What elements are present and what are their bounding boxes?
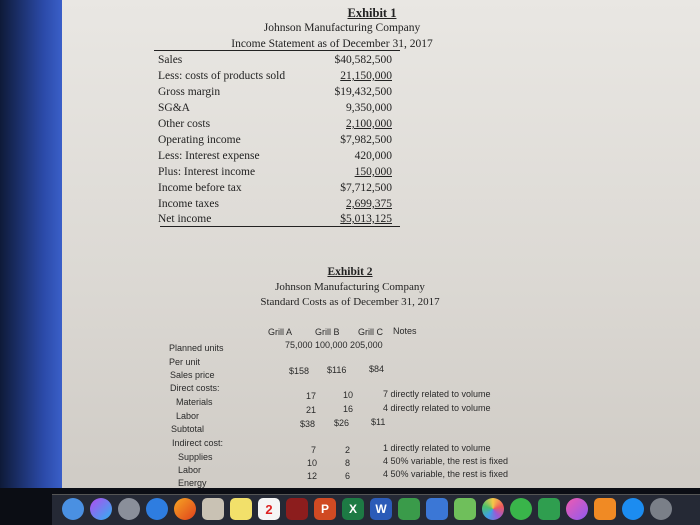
word-icon[interactable]: W: [370, 498, 392, 520]
subtotal-c: $11: [371, 417, 386, 427]
is-row-gross-margin: [158, 86, 398, 101]
is-value: $7,712,500: [340, 182, 392, 194]
row-label-labor: Labor: [176, 411, 200, 421]
is-row-sales: [158, 54, 398, 69]
labor-a: 21: [306, 405, 317, 415]
supplies-a: 7: [311, 445, 317, 455]
is-value: 9,350,000: [346, 102, 392, 114]
is-label: Other costs: [158, 118, 211, 130]
row-label-labor-indirect: Labor: [178, 465, 202, 475]
is-value: 420,000: [354, 150, 392, 162]
row-label-subtotal: Subtotal: [171, 424, 205, 434]
is-label: SG&A: [158, 102, 190, 114]
is-value: 2,699,375: [346, 198, 392, 210]
is-row-operating-income: [158, 134, 398, 149]
is-value: $5,013,125: [340, 213, 392, 225]
row-label-supplies: Supplies: [178, 452, 213, 462]
subtotal-b: $26: [334, 418, 350, 428]
row-label-sales-price: Sales price: [170, 370, 215, 380]
materials-b: 10: [343, 390, 354, 400]
photo-booth-icon[interactable]: [286, 498, 308, 520]
supplies-note: 1 directly related to volume: [383, 443, 491, 453]
exhibit1-subtitle: Income Statement as of December 31, 2017: [231, 38, 433, 50]
is-label: Less: costs of products sold: [158, 70, 286, 82]
col-header-notes: Notes: [393, 326, 417, 336]
income-statement-top-rule: [154, 50, 400, 51]
exhibit1-company: Johnson Manufacturing Company: [263, 22, 421, 34]
siri-icon[interactable]: [90, 498, 112, 520]
exhibit2-subtitle: Standard Costs as of December 31, 2017: [260, 296, 440, 308]
is-row-sga: [158, 102, 398, 117]
exhibit1-title: Exhibit 1: [347, 6, 397, 20]
messages-icon[interactable]: [510, 498, 532, 520]
is-row-interest-income: [158, 166, 398, 181]
is-label: Net income: [158, 213, 212, 225]
is-label: Gross margin: [158, 86, 221, 98]
keynote-icon[interactable]: [426, 498, 448, 520]
labor-b: 16: [343, 404, 354, 414]
books-icon[interactable]: [594, 498, 616, 520]
numbers-icon[interactable]: [398, 498, 420, 520]
facetime-icon[interactable]: [538, 498, 560, 520]
income-statement-bottom-rule: [160, 226, 400, 227]
is-value: $40,582,500: [334, 54, 392, 66]
exhibit2-company: Johnson Manufacturing Company: [275, 281, 425, 293]
materials-note: 7 directly related to volume: [383, 389, 491, 399]
energy-b: 6: [345, 471, 351, 481]
powerpoint-icon[interactable]: P: [314, 498, 336, 520]
energy-note: 4 50% variable, the rest is fixed: [383, 469, 509, 479]
is-label: Plus: Interest income: [158, 166, 256, 178]
row-label-per-unit: Per unit: [169, 357, 201, 367]
is-row-cogs: [158, 70, 398, 85]
supplies-b: 2: [345, 445, 351, 455]
photos-icon[interactable]: [482, 498, 504, 520]
finder-icon[interactable]: [62, 498, 84, 520]
col-header-grill-b: Grill B: [315, 327, 340, 337]
is-value: $19,432,500: [334, 86, 392, 98]
is-row-income-before-tax: [158, 182, 398, 197]
col-header-grill-a: Grill A: [268, 327, 293, 337]
itunes-icon[interactable]: [566, 498, 588, 520]
calendar-icon[interactable]: 2: [258, 498, 280, 520]
exhibit2-title: Exhibit 2: [327, 266, 373, 278]
is-label: Less: Interest expense: [158, 150, 260, 162]
labor-indirect-b: 8: [345, 458, 351, 468]
sales-price-b: $116: [327, 365, 347, 375]
row-label-energy: Energy: [178, 478, 207, 488]
dock: [52, 494, 700, 525]
labor-indirect-note: 4 50% variable, the rest is fixed: [383, 456, 509, 466]
firefox-icon[interactable]: [174, 498, 196, 520]
is-label: Income before tax: [158, 182, 242, 194]
is-value: $7,982,500: [340, 134, 392, 146]
subtotal-a: $38: [300, 419, 316, 429]
materials-a: 17: [306, 391, 317, 401]
app-store-icon[interactable]: [622, 498, 644, 520]
photos-app-icon[interactable]: [202, 498, 224, 520]
sales-price-a: $158: [289, 366, 310, 376]
row-label-planned-units: Planned units: [169, 343, 224, 353]
energy-a: 12: [307, 471, 318, 481]
is-label: Sales: [158, 54, 183, 66]
labor-note: 4 directly related to volume: [383, 403, 491, 413]
is-label: Operating income: [158, 134, 241, 146]
safari-icon[interactable]: [146, 498, 168, 520]
is-row-interest-expense: [158, 150, 398, 165]
is-row-income-taxes: [158, 198, 398, 213]
row-label-indirect-cost: Indirect cost:: [172, 438, 224, 448]
labor-indirect-a: 10: [307, 458, 318, 468]
maps-icon[interactable]: [454, 498, 476, 520]
col-header-grill-c: Grill C: [358, 327, 383, 337]
is-label: Income taxes: [158, 198, 219, 210]
row-label-direct-costs: Direct costs:: [170, 383, 220, 393]
notes-icon[interactable]: [230, 498, 252, 520]
sales-price-c: $84: [369, 364, 385, 374]
is-row-other-costs: [158, 118, 398, 133]
is-value: 2,100,000: [346, 118, 392, 130]
is-value: 21,150,000: [340, 70, 392, 82]
excel-icon[interactable]: X: [342, 498, 364, 520]
planned-units-values: 75,000 100,000 205,000: [285, 340, 383, 350]
desktop-edge: [0, 0, 62, 525]
system-preferences-icon[interactable]: [650, 498, 672, 520]
is-value: 150,000: [354, 166, 392, 178]
launchpad-icon[interactable]: [118, 498, 140, 520]
row-label-materials: Materials: [176, 397, 213, 407]
